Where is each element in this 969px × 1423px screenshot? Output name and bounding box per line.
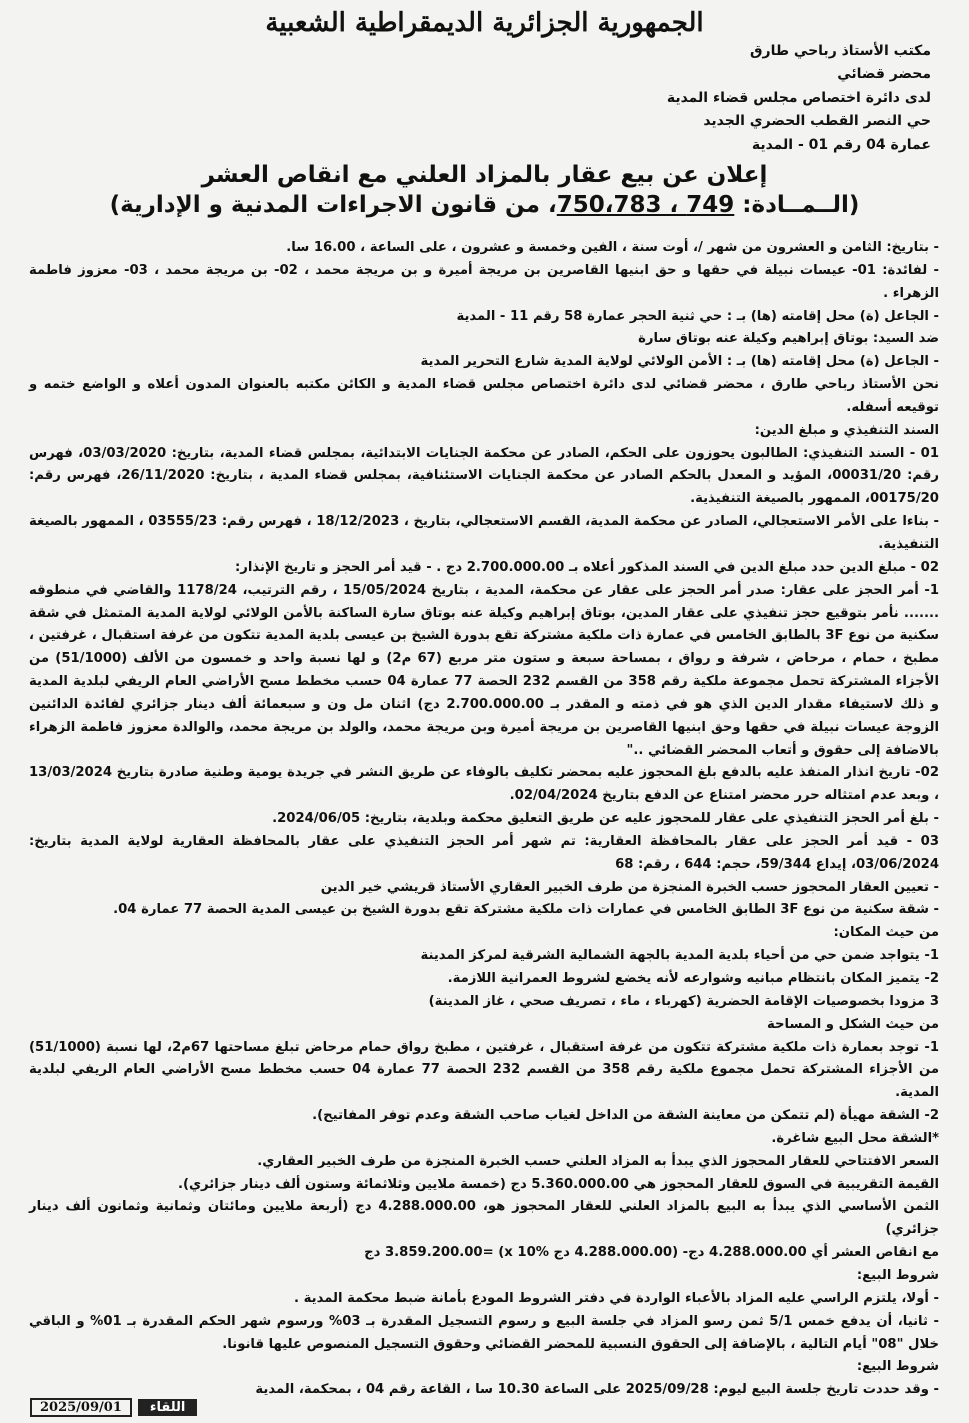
article-numbers: 749 ، 750،783: [556, 192, 735, 218]
body-paragraph: من حيث المكان:: [833, 925, 939, 941]
body-paragraph: 2- الشقة مهيأة (لم تتمكن من معاينة الشقة من الداخل لغياب صاحب الشقة وعدم توفر المفاتيح).: [312, 1108, 939, 1124]
newspaper-name: اللقاء: [138, 1399, 198, 1416]
title-suffix: ، من قانون الاجراءات المدنية و الإدارية): [109, 192, 557, 218]
body-paragraph: 3 مزودا بخصوصيات الإقامة الحضرية (كهرباء ، ماء ، تصريف صحي ، غاز المدينة): [428, 993, 939, 1009]
body-paragraph: القيمة التقريبية في السوق للعقار المحجوز هي 5.360.000.00 دج (خمسة ملايين وثلاثمائة وستون ألف دينار جزائري).: [177, 1176, 939, 1192]
body-paragraph: - أولا، يلتزم الراسي عليه المزاد بالأعباء الواردة في دفتر الشروط المودع بأمانة ضبط محكمة المدية .: [294, 1290, 939, 1306]
body-paragraph: - لفائدة: 01- عيسات نبيلة في حقها و حق ابنيها القاصرين بن مريجة أميرة و بن مريجة محمد ، 02- بن مريجة محمد ، 03- معزوز فاطمة الزهراء .: [29, 262, 940, 301]
body-paragraph: الثمن الأساسي الذي يبدأ به البيع بالمزاد العلني للعقار المحجوز هو، 4.288.000.00 دج (أربعة ملايين ومائتان وثمانية وثمانون ألف دينار جزائري): [29, 1199, 939, 1238]
announcement-body: [29, 237, 939, 1402]
body-paragraph: السند التنفيذي و مبلغ الدين:: [754, 422, 939, 438]
body-paragraph: - بتاريخ: الثامن و العشرون من شهر /، أوت سنة ، الفين وخمسة و عشرون ، على الساعة ، 16.00 سا.: [286, 240, 939, 255]
body-paragraph: - تعيين العقار المحجوز حسب الخبرة المنجزة من طرف الخبير العقاري الأستاذ قريشي خير الدين: [320, 879, 939, 895]
body-paragraph: - بناءا على الأمر الاستعجالي، الصادر عن محكمة المدية، القسم الاستعجالي، بتاريخ ، 18/12/2023 ، فهرس رقم: 03555/23 ، الممهور بالصيغة التنفيذية.: [29, 514, 939, 552]
title-prefix: (الــمــادة:: [734, 192, 860, 218]
body-paragraph: 03 - قيد أمر الحجز على عقار بالمحافظة العقارية: تم شهر أمر الحجز التنفيذي على عقار بالمحافظة العقارية لولاية المدية بتاريخ: 03/06/2024، إيداع 59/344، حجم: 644 ، رقم: 68: [29, 833, 939, 872]
body-paragraph: 02- تاريخ انذار المنفذ عليه بالدفع بلغ المحجوز عليه بمحضر تكليف بالوفاء عن طريق النشر في جريدة يومية وطنية صادرة بتاريخ 13/03/2024 ، وبعد عدم امتثاله حرر محضر امتناع عن الدفع بتاريخ 02/04/2024.: [29, 765, 939, 804]
office-line: محضر قضائي: [837, 66, 931, 83]
body-paragraph: 1- توجد بعمارة ذات ملكية مشتركة تتكون من غرفة استقبال ، غرفتين ، مطبخ رواق حمام مرحاض تبلغ مساحتها 67م2، لها نسبة (51/1000) من الأجزاء المشتركة تحمل مجموع ملكية رقم 358 من القسم 232 الحصة 77 عمارة 04 حسب مخطط مسح الأراضي العام الريفي لبلدية المدية.: [29, 1039, 939, 1101]
body-paragraph: 02 - مبلغ الدين حدد مبلغ الدين في السند المذكور أعلاه بـ 2.700.000.00 دج . - قيد أمر الحجز و تاريخ الإنذار:: [235, 559, 939, 575]
body-paragraph: 01 - السند التنفيذي: الطالبون يحوزون على الحكم، الصادر عن محكمة الجنايات الابتدائية، بمجلس قضاء المدية، بتاريخ: 03/03/2020، فهرس رقم: 00031/20، المؤيد و المعدل بالحكم الصادر عن محكمة الجنايات الاستئنافية، بمجلس قضاء المدية ، بتاريخ: 26/11/2020، فهرس رقم: 00175/20، الممهور بالصيغة التنفيذية.: [29, 445, 939, 507]
body-paragraph: مع انقاص العشر أي 4.288.000.00 دج- (4.288.000.00 دج x 10%) =3.859.200.00 دج: [364, 1245, 939, 1261]
office-line: عمارة 04 رقم 01 - المدية: [751, 136, 931, 153]
body-paragraph: السعر الافتتاحي للعقار المحجوز الذي يبدأ به المزاد العلني حسب الخبرة المنجزة من طرف الخبير العقاري.: [257, 1153, 939, 1169]
body-paragraph: - بلغ أمر الحجز التنفيذي على عقار للمحجوز عليه عن طريق التعليق محكمة وبلدية، بتاريخ: 2024/06/05.: [272, 811, 939, 827]
newspaper-footer: [30, 1398, 197, 1417]
republic-heading: الجمهورية الجزائرية الديمقراطية الشعبية: [265, 8, 704, 38]
body-paragraph: - وقد حددت تاريخ جلسة البيع ليوم: 2025/09/28 على الساعة 10.30 سا ، القاعة رقم 04 ، بمحكمة، المدية: [255, 1382, 939, 1398]
title-line-2: [0, 190, 969, 220]
body-paragraph: نحن الأستاذ رباحي طارق ، محضر قضائي لدى دائرة اختصاص مجلس قضاء المدية و الكائن مكتبه بالعنوان المدون أعلاه و الواضع ختمه و توقيعه أسفله.: [29, 377, 939, 415]
body-paragraph: 2- يتميز المكان بانتظام مبانيه وشوارعه لأنه يخضع لشروط العمرانية اللازمة.: [447, 971, 939, 986]
body-paragraph: - الجاعل (ة) محل إقامته (ها) بـ : الأمن الولائي لولاية المدية شارع التحرير المدية: [420, 354, 939, 370]
body-paragraph: شروط البيع:: [856, 1267, 939, 1283]
announcement-title: [0, 160, 969, 220]
body-paragraph: 1- أمر الحجز على عقار: صدر أمر الحجز على عقار عن محكمة، المدية ، بتاريخ 15/05/2024 ، رقم الترتيب، 1178/24 والقاضي في منطوقه ....... نأمر بتوقيع حجز تنفيذي على عقار المدين، بوتاق إبراهيم وكيلة عنه بوتاق سارة الساكنة بالأمن الولائي لولاية المدية المتمثل في شقة سكنية من نوع 3F بالطابق الخامس في عمارة ذات ملكية مشتركة تقع بدورة الشيخ بن عيسى بلدية المدية تتكون من غرفة استقبال ، غرفتين ، مطبخ ، حمام ، مرحاض ، شرفة و رواق ، بمساحة سبعة و ستون متر مربع (67 م2) و لها نسبة واحد و خمسون من الألف (51/1000) من الأجزاء المشتركة تحمل مجموعة ملكية رقم 358 من القسم 232 الحصة 77 عمارة 04 حسب مخطط مسح الأراضي العام الريفي لبلدية المدية و ذلك لاستيفاء مقدار الدين الذي هو في ذمته و المقدر بـ 2.700.000.00 دج) اثنان مل ون و سبعمائة ألف دينار جزائري لفائدة الدائنين الزوجة عيسات نبيلة في حقها وحق ابنيها القاصرين بن مريجة أميرة وبن مريجة محمد، والولد بن مريجة محمد، والوالدة معزوز فاطمة الزهراء بالاضافة إلى حقوق و أتعاب المحضر القضائي ..": [29, 582, 940, 758]
body-paragraph: 1- يتواجد ضمن حي من أحياء بلدية المدية بالجهة الشمالية الشرقية لمركز المدينة: [420, 948, 939, 964]
body-paragraph: من حيث الشكل و المساحة: [767, 1016, 939, 1032]
body-paragraph: - الجاعل (ة) محل إقامته (ها) بـ : حي ثنية الحجر عمارة 58 رقم 11 - المدية: [456, 308, 939, 324]
publication-date: 2025/09/01: [30, 1398, 132, 1417]
bailiff-office-block: [411, 40, 931, 157]
body-paragraph: ضد السيد: بوتاق إبراهيم وكيلة عنه بوتاق سارة: [638, 331, 939, 347]
body-paragraph: شروط البيع:: [856, 1359, 939, 1375]
body-paragraph: - ثانيا، أن يدفع خمس 5/1 ثمن رسو المزاد في جلسة البيع و رسوم التسجيل المقدرة بـ 03% ورسوم شهر الحكم المقدرة بـ 01% و الباقي خلال "08" أيام التالية ، بالإضافة إلى الحقوق النسبية للمحضر القضائي وحقوق التسجيل المنصوص عليها قانونا.: [29, 1313, 939, 1352]
title-line-1: إعلان عن بيع عقار بالمزاد العلني مع انقاص العشر: [201, 162, 768, 188]
body-paragraph: - شقة سكنية من نوع 3F الطابق الخامس في عمارات ذات ملكية مشتركة تقع بدورة الشيخ بن عيسى المدية الحصة 77 عمارة 04.: [113, 902, 939, 918]
office-line: حي النصر القطب الحضري الجديد: [703, 113, 931, 130]
office-line: لدى دائرة اختصاص مجلس قضاء المدية: [666, 89, 931, 106]
office-line: مكتب الأستاذ رباحي طارق: [750, 43, 931, 59]
body-paragraph: *الشقة محل البيع شاغرة.: [771, 1130, 939, 1146]
